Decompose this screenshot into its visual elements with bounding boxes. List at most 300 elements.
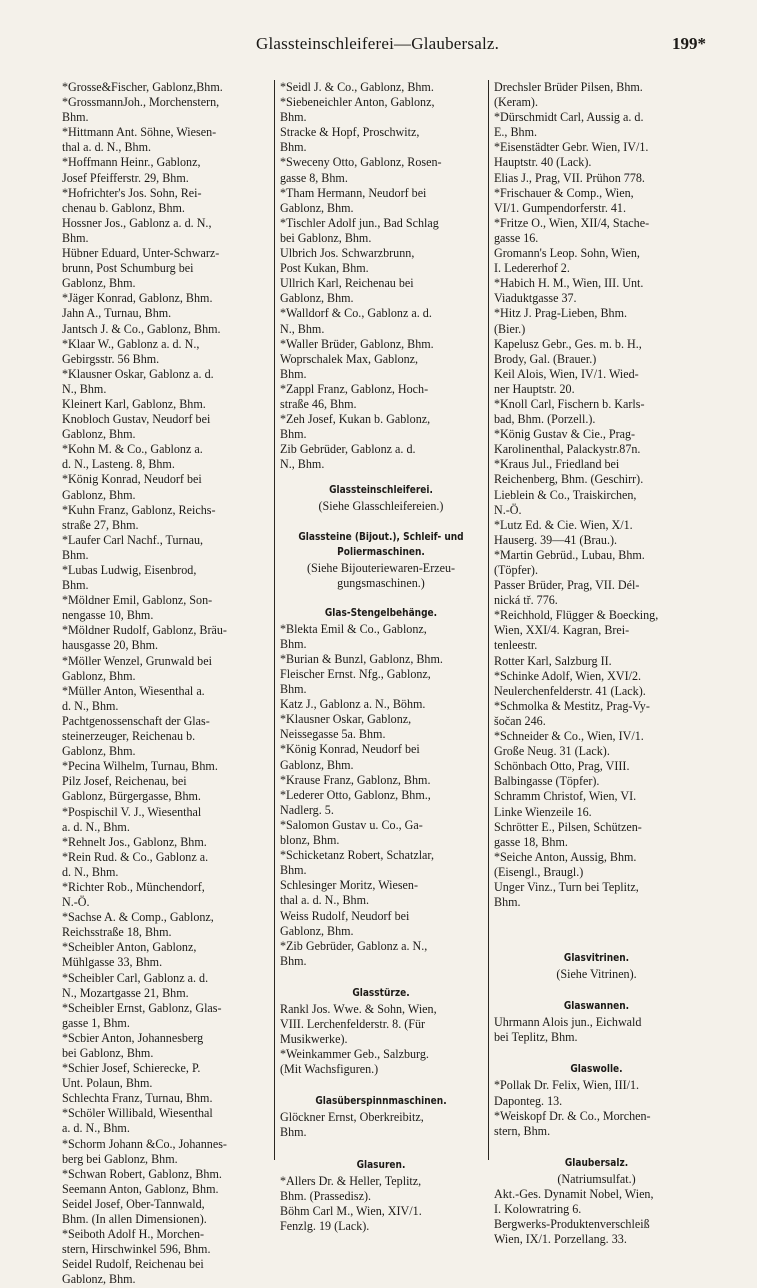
cross-reference: (Siehe Vitrinen). (556, 967, 637, 982)
entry-line: ner Hauptstr. 20. (494, 381, 575, 396)
directory-entry (494, 518, 699, 548)
entry-line: Zib Gebrüder, Gablonz a. d. (280, 442, 416, 457)
section-heading: Glaubersalz. (564, 1155, 629, 1169)
entry-line: Fleischer Ernst. Nfg., Gablonz, (280, 667, 431, 681)
entry-line: Karolinenthal, Palackystr.87n. (494, 442, 641, 457)
directory-entry (280, 667, 482, 697)
section-heading: Glasuren. (356, 1157, 406, 1171)
entry-list (62, 80, 267, 1288)
directory-entry (62, 367, 267, 397)
entry-line: *Klaar W., Gablonz a. d. N., (62, 336, 200, 351)
entry-line: *Kuhn Franz, Gablonz, Reichs- (62, 502, 216, 517)
directory-entry (62, 306, 267, 321)
entry-line: N., Bhm. (62, 381, 107, 396)
entry-line: (Mit Wachsfiguren.) (280, 1062, 379, 1077)
directory-entry (62, 1197, 267, 1227)
entry-line: *Burian & Bunzl, Gablonz, Bhm. (280, 651, 443, 666)
column-3 (494, 80, 699, 1247)
entry-line: steinerzeuger, Reichenau b. (62, 729, 196, 744)
entry-line: Gablonz, Bhm. (62, 276, 136, 291)
directory-entry (62, 805, 267, 835)
entry-line: *Möldner Rudolf, Gablonz, Bräu- (62, 623, 227, 638)
entry-line: Pachtgenossenschaft der Glas- (62, 713, 210, 728)
entry-line: *Salomon Gustav u. Co., Ga- (280, 817, 423, 832)
directory-entry (280, 155, 482, 185)
entry-line: Seidel Rudolf, Reichenau bei (62, 1257, 204, 1272)
entry-line: bad, Bhm. (Porzell.). (494, 412, 596, 427)
entry-line: Ullrich Karl, Reichenau bei (280, 276, 414, 291)
entry-line: *Klausner Oskar, Gablonz a. d. (62, 366, 214, 381)
directory-entry (280, 1002, 482, 1047)
entry-list (494, 1015, 699, 1045)
section-heading-line: Poliermaschinen. (337, 544, 425, 558)
entry-line: *Knoll Carl, Fischern b. Karls- (494, 396, 645, 411)
entry-line: Gablonz, Bhm. (62, 744, 136, 759)
directory-entry (280, 80, 482, 95)
entry-line: *Walldorf & Co., Gablonz a. d. (280, 306, 432, 321)
directory-entry (494, 729, 699, 759)
entry-line: *Hoffmann Heinr., Gablonz, (62, 155, 201, 170)
entry-line: Gablonz, Bhm. (280, 200, 354, 215)
entry-line: *Weinkammer Geb., Salzburg. (280, 1047, 429, 1062)
directory-entry (280, 1174, 482, 1204)
entry-line: *Möller Wenzel, Grunwald bei (62, 653, 212, 668)
directory-entry (62, 593, 267, 623)
section-heading-line: Glassteine (Bijout.), Schleif- und (298, 529, 464, 543)
directory-entry (62, 940, 267, 970)
entry-line: Seemann Anton, Gablonz, Bhm. (62, 1181, 219, 1196)
entry-line: Wien, IX/1. Porzellang. 33. (494, 1232, 627, 1247)
entry-line: Akt.-Ges. Dynamit Nobel, Wien, (494, 1186, 654, 1201)
directory-entry (494, 140, 699, 170)
entry-line: VI/1. Gumpendorferstr. 41. (494, 200, 626, 215)
entry-line: thal a. d. N., Bhm. (62, 140, 152, 155)
entry-line: Wien, XXI/4. Kagran, Brei- (494, 623, 630, 638)
entry-line: bei Gablonz, Bhm. (280, 230, 372, 245)
entry-line: *Jäger Konrad, Gablonz, Bhm. (62, 291, 213, 306)
entry-line: Drechsler Brüder Pilsen, Bhm. (494, 80, 643, 94)
entry-line: šočan 246. (494, 713, 546, 728)
entry-line: Musikwerke). (280, 1032, 348, 1047)
entry-line: *König Gustav & Cie., Prag- (494, 427, 636, 442)
directory-entry (494, 110, 699, 140)
directory-entry (62, 503, 267, 533)
section-heading: Glaswannen. (563, 999, 630, 1013)
entry-line: *Scbier Anton, Johannesberg (62, 1030, 204, 1045)
directory-entry (280, 125, 482, 155)
directory-entry (494, 654, 699, 669)
entry-line: *Rein Rud. & Co., Gablonz a. (62, 849, 209, 864)
entry-line: Gromann's Leop. Sohn, Wien, (494, 246, 640, 261)
entry-line: Glöckner Ernst, Oberkreibitz, (280, 1110, 424, 1125)
entry-line: Viaduktgasse 37. (494, 291, 577, 306)
entry-line: Daponteg. 13. (494, 1093, 563, 1108)
entry-line: *GrossmannJoh., Morchenstern, (62, 95, 220, 110)
entry-line: Balbingasse (Töpfer). (494, 774, 600, 789)
entry-list (280, 622, 482, 969)
entry-line: *Sweceny Otto, Gablonz, Rosen- (280, 155, 442, 170)
entry-line: *Hitz J. Prag-Lieben, Bhm. (494, 306, 628, 321)
entry-line: *Hofrichter's Jos. Sohn, Rei- (62, 185, 202, 200)
page-title: Glassteinschleiferei—Glaubersalz. (256, 34, 500, 53)
directory-entry (62, 1001, 267, 1031)
entry-line: Rotter Karl, Salzburg II. (494, 653, 612, 668)
entry-line: bei Teplitz, Bhm. (494, 1030, 578, 1045)
entry-line: *Zib Gebrüder, Gablonz a. N., (280, 938, 428, 953)
directory-entry (494, 306, 699, 336)
entry-line: Fenzlg. 19 (Lack). (280, 1218, 370, 1233)
entry-line: Gablonz, Bhm. (280, 291, 354, 306)
directory-entry (494, 186, 699, 216)
directory-entry (62, 1182, 267, 1197)
entry-line: Gebirgsstr. 56 Bhm. (62, 351, 160, 366)
entry-line: Reichsstraße 18, Bhm. (62, 925, 172, 940)
entry-line: I. Kolowratring 6. (494, 1202, 582, 1216)
entry-line: Nadlerg. 5. (280, 802, 334, 817)
entry-line: Bhm. (280, 110, 307, 125)
directory-entry (62, 850, 267, 880)
entry-list (494, 80, 699, 910)
entry-line: *Kraus Jul., Friedland bei (494, 457, 620, 472)
directory-entry (494, 850, 699, 880)
entry-line: Bhm. (280, 140, 307, 155)
directory-entry (280, 1204, 482, 1234)
entry-line: (Bier.) (494, 321, 526, 336)
directory-entry (62, 1106, 267, 1136)
entry-line: Lieblein & Co., Traiskirchen, (494, 487, 637, 502)
entry-line: d. N., Lasteng. 8, Bhm. (62, 457, 175, 472)
directory-entry (494, 699, 699, 729)
entry-list (494, 1078, 699, 1138)
entry-line: *Müller Anton, Wiesenthal a. (62, 683, 205, 698)
entry-line: *Tham Hermann, Neudorf bei (280, 185, 427, 200)
entry-line: *Schier Josef, Schierecke, P. (62, 1061, 201, 1076)
directory-entry (62, 1091, 267, 1106)
directory-entry (280, 382, 482, 412)
entry-line: *Möldner Emil, Gablonz, Son- (62, 593, 213, 608)
entry-line: *Blekta Emil & Co., Gablonz, (280, 621, 427, 636)
entry-line: stern, Hirschwinkel 596, Bhm. (62, 1242, 211, 1257)
entry-line: Linke Wienzeile 16. (494, 804, 592, 819)
directory-entry (280, 337, 482, 352)
entry-line: *Martin Gebrüd., Lubau, Bhm. (494, 547, 645, 562)
directory-entry (494, 608, 699, 653)
directory-entry (62, 714, 267, 759)
column-2 (280, 80, 482, 1234)
entry-line: straße 46, Bhm. (280, 396, 357, 411)
directory-entry (62, 971, 267, 1001)
directory-entry (62, 186, 267, 216)
entry-line: d. N., Bhm. (62, 698, 119, 713)
directory-entry (280, 697, 482, 712)
entry-line: Jantsch J. & Co., Gablonz, Bhm. (62, 321, 221, 336)
entry-line: Bhm. (494, 895, 521, 910)
directory-entry (62, 1227, 267, 1257)
directory-entry (280, 848, 482, 878)
entry-line: (Töpfer). (494, 563, 538, 577)
entry-line: (Keram). (494, 95, 538, 110)
entry-line: thal a. d. N., Bhm. (280, 893, 370, 908)
entry-line: Schlechta Franz, Turnau, Bhm. (62, 1091, 213, 1106)
entry-line: VIII. Lerchenfelderstr. 8. (Für (280, 1016, 426, 1031)
directory-entry (62, 155, 267, 185)
entry-line: Gablonz, Bürgergasse, Bhm. (62, 789, 201, 804)
directory-entry (62, 291, 267, 306)
entry-line: Schrötter E., Pilsen, Schützen- (494, 819, 642, 834)
entry-line: *Hittmann Ant. Söhne, Wiesen- (62, 125, 217, 140)
entry-line: tenleestr. (494, 638, 538, 653)
directory-entry (62, 654, 267, 684)
section-heading: Glasstürze. (352, 985, 410, 999)
entry-line: *Schwan Robert, Gablonz, Bhm. (62, 1166, 222, 1181)
column-divider-1 (274, 80, 275, 1160)
entry-line: *Schmolka & Mestitz, Prag-Vy- (494, 698, 650, 713)
cross-reference-line: (Siehe Bijouteriewaren-Erzeu- (306, 560, 456, 575)
entry-line: Josef Pfeifferstr. 29, Bhm. (62, 170, 189, 185)
entry-line: *Schneider & Co., Wien, IV/1. (494, 729, 644, 744)
entry-line: *Seiboth Adolf H., Morchen- (62, 1227, 205, 1242)
entry-line: *Eisenstädter Gebr. Wien, IV/1. (494, 140, 649, 155)
entry-line: Schlesinger Moritz, Wiesen- (280, 878, 418, 893)
directory-entry (494, 276, 699, 306)
directory-entry (494, 216, 699, 246)
entry-line: Bhm. (280, 636, 307, 651)
directory-entry (494, 1109, 699, 1139)
entry-line: Elias J., Prag, VII. Prühon 778. (494, 170, 645, 185)
cross-reference-line: gungsmaschinen.) (337, 575, 425, 590)
directory-entry (280, 412, 482, 442)
entry-line: *Waller Brüder, Gablonz, Bhm. (280, 336, 434, 351)
directory-entry (280, 442, 482, 472)
entry-line: berg bei Gablonz, Bhm. (62, 1151, 178, 1166)
page-number: 199* (672, 34, 706, 53)
directory-entry (62, 246, 267, 291)
entry-list (280, 1002, 482, 1077)
directory-entry (280, 246, 482, 276)
entry-line: Katz J., Gablonz a. N., Böhm. (280, 697, 426, 712)
section-heading: Glassteinschleiferei. (329, 483, 433, 497)
entry-line: Passer Brüder, Prag, VII. Dél- (494, 578, 640, 593)
entry-line: Bhm. (62, 230, 89, 245)
entry-line: *Frischauer & Comp., Wien, (494, 185, 634, 200)
directory-entry (494, 759, 699, 789)
directory-entry (494, 1187, 699, 1217)
directory-entry (280, 742, 482, 772)
directory-entry (280, 622, 482, 652)
directory-entry (280, 306, 482, 336)
entry-list (280, 80, 482, 472)
entry-line: Gablonz, Bhm. (280, 923, 354, 938)
entry-line: straße 27, Bhm. (62, 517, 139, 532)
directory-entry (494, 1078, 699, 1108)
entry-line: *Pecina Wilhelm, Turnau, Bhm. (62, 759, 218, 774)
entry-line: a. d. N., Bhm. (62, 819, 130, 834)
entry-line: *Lederer Otto, Gablonz, Bhm., (280, 787, 431, 802)
entry-line: *Scheibler Anton, Gablonz, (62, 940, 197, 955)
directory-entry (62, 95, 267, 125)
entry-line: *Allers Dr. & Heller, Teplitz, (280, 1173, 422, 1188)
entry-line: *Scheibler Carl, Gablonz a. d. (62, 970, 209, 985)
entry-line: Seidel Josef, Ober-Tannwald, (62, 1196, 205, 1211)
entry-line: Große Neug. 31 (Lack). (494, 744, 610, 759)
entry-line: Stracke & Hopf, Proschwitz, (280, 125, 420, 140)
directory-entry (494, 669, 699, 699)
entry-line: hausgasse 20, Bhm. (62, 638, 159, 653)
entry-line: *Reichhold, Flügger & Boecking, (494, 608, 659, 623)
directory-entry (494, 1015, 699, 1045)
directory-entry (62, 774, 267, 804)
entry-line: N.-Ö. (494, 502, 522, 517)
entry-line: *Seiche Anton, Aussig, Bhm. (494, 849, 637, 864)
directory-entry (62, 216, 267, 246)
entry-line: *König Konrad, Neudorf bei (280, 742, 420, 757)
directory-entry (280, 788, 482, 818)
directory-entry (494, 548, 699, 578)
entry-line: *Zeh Josef, Kukan b. Gablonz, (280, 412, 431, 427)
directory-entry (62, 412, 267, 442)
entry-line: *König Konrad, Neudorf bei (62, 472, 202, 487)
directory-entry (280, 878, 482, 908)
entry-line: Mühlgasse 33, Bhm. (62, 955, 163, 970)
entry-line: Bhm. (62, 110, 89, 125)
entry-line: Gablonz, Bhm. (280, 757, 354, 772)
entry-line: Bhm. (62, 547, 89, 562)
entry-line: bei Gablonz, Bhm. (62, 1046, 154, 1060)
column-divider-2 (488, 80, 489, 1160)
entry-line: *Siebeneichler Anton, Gablonz, (280, 95, 435, 110)
directory-entry (494, 246, 699, 276)
entry-line: *Sachse A. & Comp., Gablonz, (62, 910, 214, 925)
entry-line: d. N., Bhm. (62, 864, 119, 879)
cross-reference: (Natriumsulfat.) (557, 1171, 636, 1186)
entry-line: Bhm. (280, 1125, 307, 1140)
entry-line: *Klausner Oskar, Gablonz, (280, 712, 412, 727)
entry-line: Kleinert Karl, Gablonz, Bhm. (62, 396, 206, 411)
directory-entry (280, 1047, 482, 1077)
entry-line: Hossner Jos., Gablonz a. d. N., (62, 215, 212, 230)
entry-line: Knobloch Gustav, Neudorf bei (62, 412, 211, 427)
directory-entry (494, 880, 699, 910)
entry-line: Woprschalek Max, Gablonz, (280, 351, 419, 366)
entry-list (280, 1110, 482, 1140)
directory-entry (280, 909, 482, 939)
directory-entry (62, 397, 267, 412)
directory-entry (280, 652, 482, 667)
directory-entry (494, 80, 699, 110)
section-heading: Glasüberspinnmaschinen. (315, 1094, 447, 1108)
entry-line: Kapelusz Gebr., Ges. m. b. H., (494, 336, 642, 351)
entry-line: Weiss Rudolf, Neudorf bei (280, 908, 410, 923)
entry-line: *Weiskopf Dr. & Co., Morchen- (494, 1108, 651, 1123)
section-heading (298, 529, 464, 559)
directory-entry (494, 1217, 699, 1247)
directory-entry (494, 578, 699, 608)
entry-line: Jahn A., Turnau, Bhm. (62, 306, 172, 321)
entry-line: Hauserg. 39—41 (Brau.). (494, 532, 618, 547)
entry-line: Uhrmann Alois jun., Eichwald (494, 1015, 642, 1030)
entry-line: Neulerchenfelderstr. 41 (Lack). (494, 683, 646, 698)
entry-line: nická tř. 776. (494, 593, 558, 608)
directory-entry (62, 910, 267, 940)
directory-entry (280, 216, 482, 246)
entry-line: Pilz Josef, Reichenau, bei (62, 774, 187, 789)
directory-entry (494, 367, 699, 397)
entry-line: gasse 8, Bhm. (280, 170, 348, 185)
entry-line: Bhm. (62, 578, 89, 593)
directory-entry (494, 820, 699, 850)
directory-entry (62, 880, 267, 910)
entry-line: E., Bhm. (494, 125, 538, 140)
entry-line: *Habich H. M., Wien, III. Unt. (494, 276, 644, 291)
directory-entry (280, 818, 482, 848)
directory-entry (62, 563, 267, 593)
directory-entry (494, 427, 699, 457)
entry-line: brunn, Post Schumburg bei (62, 261, 194, 276)
directory-entry (62, 1137, 267, 1167)
entry-line: N., Mozartgasse 21, Bhm. (62, 985, 189, 1000)
directory-entry (62, 472, 267, 502)
entry-line: *Schorm Johann &Co., Johannes- (62, 1136, 227, 1151)
cross-reference (280, 561, 482, 591)
directory-entry (280, 276, 482, 306)
directory-entry (62, 125, 267, 155)
entry-line: *Lubas Ludwig, Eisenbrod, (62, 563, 197, 577)
directory-entry (62, 80, 267, 95)
entry-line: stern, Bhm. (494, 1123, 551, 1138)
entry-line: Hauptstr. 40 (Lack). (494, 155, 592, 170)
entry-line: Bhm. (280, 953, 307, 968)
entry-line: nengasse 10, Bhm. (62, 608, 154, 623)
directory-entry (62, 442, 267, 472)
entry-line: *Rehnelt Jos., Gablonz, Bhm. (62, 834, 207, 849)
directory-entry (280, 186, 482, 216)
entry-line: Gablonz, Bhm. (62, 487, 136, 502)
entry-line: gasse 1, Bhm. (62, 1015, 130, 1030)
entry-line: N., Bhm. (280, 321, 325, 336)
entry-line: Schönbach Otto, Prag, VIII. (494, 759, 630, 774)
directory-entry (494, 397, 699, 427)
entry-line: blonz, Bhm. (280, 833, 340, 848)
entry-line: N., Bhm. (280, 457, 325, 472)
entry-line: N.-Ö. (62, 895, 90, 910)
entry-line: *Schinke Adolf, Wien, XVI/2. (494, 668, 642, 683)
directory-entry (494, 171, 699, 186)
entry-line: I. Ledererhof 2. (494, 261, 570, 276)
entry-line: (Eisengl., Braugl.) (494, 864, 584, 879)
entry-line: *Tischler Adolf jun., Bad Schlag (280, 215, 439, 230)
entry-line: *Pospischil V. J., Wiesenthal (62, 804, 202, 819)
section-heading: Glas-Stengelbehänge. (324, 605, 438, 619)
entry-line: Brody, Gal. (Brauer.) (494, 351, 597, 366)
entry-line: Bhm. (Prassedisz). (280, 1188, 372, 1203)
directory-entry (62, 684, 267, 714)
cross-reference: (Siehe Glasschleifereien.) (318, 499, 444, 514)
entry-line: Gablonz, Bhm. (62, 427, 136, 442)
directory-entry (62, 759, 267, 774)
entry-line: Reichenberg, Bhm. (Geschirr). (494, 472, 644, 487)
entry-line: Neissegasse 5a. Bhm. (280, 727, 386, 742)
entry-line: gasse 18, Bhm. (494, 834, 568, 849)
directory-entry (62, 1031, 267, 1061)
entry-line: *Grosse&Fischer, Gablonz,Bhm. (62, 80, 223, 94)
running-head (0, 34, 757, 56)
directory-entry (62, 533, 267, 563)
directory-entry (280, 773, 482, 788)
entry-line: *Laufer Carl Nachf., Turnau, (62, 532, 204, 547)
directory-entry (280, 1110, 482, 1140)
directory-entry (280, 352, 482, 382)
directory-entry (494, 789, 699, 819)
